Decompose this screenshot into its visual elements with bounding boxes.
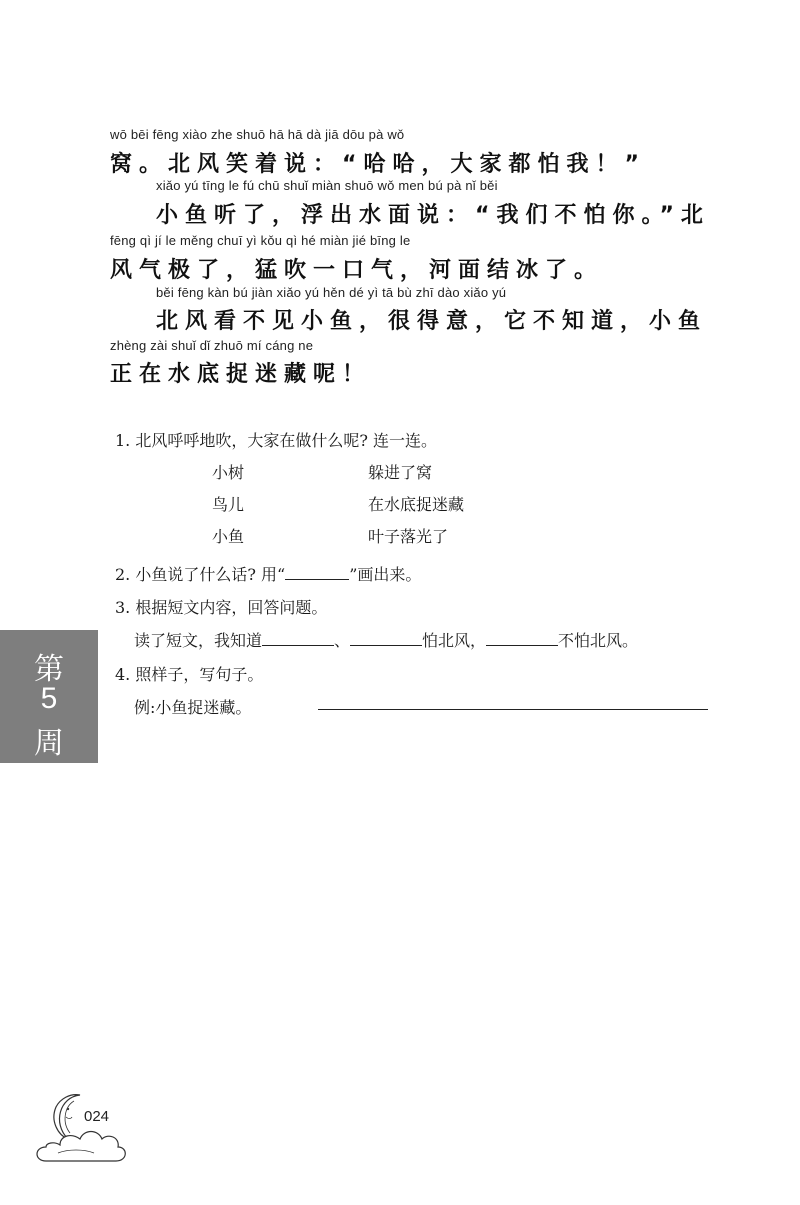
- match-left-item: 小鱼: [212, 527, 245, 546]
- question-3-fill: [134, 628, 638, 651]
- question-2-suffix: ”画出来。: [349, 565, 422, 584]
- q3-prefix: 读了短文，我知道: [134, 631, 263, 650]
- question-4: 4. 照样子，写句子。: [115, 665, 264, 684]
- text-line-5: 正在水底捉迷藏呢！: [110, 362, 372, 387]
- q3-separator: 、: [334, 631, 351, 650]
- pinyin-line-1: wō bēi fēng xiào zhe shuō hā hā dà jiā dōu pà wǒ: [110, 127, 405, 142]
- answer-blank-3[interactable]: [486, 631, 558, 646]
- question-3: 3. 根据短文内容，回答问题。: [115, 598, 328, 617]
- q3-middle: 怕北风，: [422, 631, 487, 650]
- pinyin-line-3: fēng qì jí le měng chuī yì kǒu qì hé miàn jié bīng le: [110, 233, 411, 248]
- underline-sample: [285, 565, 349, 580]
- match-right-item: 躲进了窝: [368, 463, 433, 482]
- question-4-example: 例:小鱼捉迷藏。: [134, 698, 252, 717]
- page-number: 024: [84, 1108, 110, 1125]
- moon-cloud-icon: [28, 1085, 143, 1170]
- text-line-3: 风气极了，猛吹一口气，河面结冰了。: [110, 258, 604, 283]
- q3-suffix: 不怕北风。: [558, 631, 639, 650]
- text-line-2: 小鱼听了，浮出水面说：“我们不怕你。”北: [156, 203, 710, 228]
- week-label-char: 第: [34, 652, 64, 687]
- text-line-4: 北风看不见小鱼，很得意，它不知道，小鱼: [156, 309, 708, 334]
- pinyin-line-4: běi fēng kàn bú jiàn xiǎo yú hěn dé yì tā bù zhī dào xiǎo yú: [156, 285, 507, 300]
- question-2-prefix: 2. 小鱼说了什么话? 用“: [115, 565, 286, 584]
- answer-line[interactable]: [318, 708, 708, 710]
- answer-blank-2[interactable]: [350, 631, 422, 646]
- question-2: [115, 562, 421, 585]
- week-number: 5: [40, 682, 58, 715]
- text-line-1: 窝。北风笑着说：“哈哈，大家都怕我！”: [110, 152, 646, 177]
- match-right-item: 在水底捉迷藏: [368, 495, 465, 514]
- week-label-char: 周: [34, 726, 64, 761]
- answer-blank-1[interactable]: [262, 631, 334, 646]
- match-left-item: 小树: [212, 463, 245, 482]
- match-left-item: 鸟儿: [212, 495, 245, 514]
- week-side-tab: [0, 630, 98, 763]
- match-right-item: 叶子落光了: [368, 527, 449, 546]
- pinyin-line-2: xiǎo yú tīng le fú chū shuǐ miàn shuō wǒ men bú pà nǐ běi: [156, 178, 498, 193]
- pinyin-line-5: zhèng zài shuǐ dǐ zhuō mí cáng ne: [110, 338, 314, 353]
- question-1: 1. 北风呼呼地吹，大家在做什么呢? 连一连。: [115, 431, 438, 450]
